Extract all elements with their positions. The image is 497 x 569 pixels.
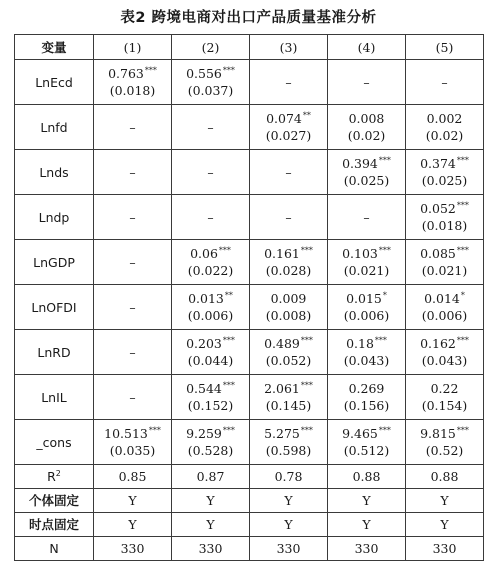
table-cell [250, 285, 328, 330]
table-cell: 330 [406, 537, 484, 561]
variable-name: Lnds [15, 150, 94, 195]
empty-dash: – [285, 74, 292, 90]
table-cell [172, 240, 250, 285]
table-cell [406, 240, 484, 285]
coefficient [172, 290, 249, 307]
significance-stars: *** [456, 336, 469, 345]
table-cell: 330 [250, 537, 328, 561]
coefficient-value: 0.18 [346, 336, 374, 351]
coefficient-value: 0.015 [346, 291, 382, 306]
table-cell: Y [406, 513, 484, 537]
empty-dash: – [363, 74, 370, 90]
table-cell [250, 420, 328, 465]
significance-stars: * [382, 291, 387, 300]
significance-stars: *** [144, 66, 157, 75]
coefficient-value: 0.06 [190, 246, 218, 261]
coefficient-value: 0.161 [264, 246, 300, 261]
coefficient [172, 65, 249, 82]
table-cell [328, 150, 406, 195]
coefficient-value: 0.009 [270, 291, 307, 306]
table-cell [406, 375, 484, 420]
empty-dash: – [285, 209, 292, 225]
variable-name: LnIL [15, 375, 94, 420]
significance-stars: *** [378, 156, 391, 165]
table-cell: Y [328, 513, 406, 537]
table-row [15, 150, 484, 195]
coefficient-value: 0.014 [424, 291, 460, 306]
coefficient [406, 290, 483, 307]
coefficient [172, 245, 249, 262]
table-row [15, 330, 484, 375]
coefficient-value: 0.489 [264, 336, 300, 351]
table-cell [406, 150, 484, 195]
table-cell: Y [94, 489, 172, 513]
column-header: (3) [250, 35, 328, 60]
table-cell [250, 240, 328, 285]
column-header: (4) [328, 35, 406, 60]
significance-stars: *** [456, 156, 469, 165]
statistic-name [15, 513, 94, 537]
coefficient-value: 0.269 [348, 381, 385, 396]
coefficient-value: 0.085 [420, 246, 456, 261]
coefficient-value: 0.203 [186, 336, 222, 351]
table-cell [250, 105, 328, 150]
statistic-name [15, 465, 94, 489]
standard-error: (0.025) [343, 173, 390, 188]
coefficient [328, 380, 405, 397]
table-cell [406, 420, 484, 465]
table-row [15, 537, 484, 561]
coefficient-value: 0.22 [430, 381, 459, 396]
standard-error: (0.037) [187, 83, 234, 98]
coefficient [94, 65, 171, 82]
coefficient [250, 425, 327, 442]
coefficient [250, 290, 327, 307]
table-cell [328, 105, 406, 150]
standard-error: (0.021) [421, 263, 468, 278]
table-cell [406, 195, 484, 240]
standard-error: (0.043) [343, 353, 390, 368]
significance-stars: ** [302, 111, 311, 120]
statistic-label: 个体固定 [28, 493, 79, 508]
coefficient [172, 425, 249, 442]
table-row [15, 195, 484, 240]
table-cell [328, 420, 406, 465]
significance-stars: *** [218, 246, 231, 255]
empty-dash: – [129, 389, 136, 405]
coefficient-value: 10.513 [104, 426, 148, 441]
table-cell [328, 240, 406, 285]
table-row [15, 60, 484, 105]
coefficient [406, 335, 483, 352]
table-cell [94, 330, 172, 375]
table-row [15, 465, 484, 489]
empty-dash: – [441, 74, 448, 90]
coefficient [328, 290, 405, 307]
standard-error: (0.018) [109, 83, 156, 98]
coefficient [406, 110, 483, 127]
table-cell [172, 285, 250, 330]
coefficient-value: 0.002 [426, 111, 463, 126]
standard-error: (0.598) [265, 443, 312, 458]
table-cell: Y [250, 513, 328, 537]
table-cell: 0.85 [94, 465, 172, 489]
coefficient [406, 155, 483, 172]
table-cell [328, 375, 406, 420]
standard-error: (0.043) [421, 353, 468, 368]
coefficient [172, 335, 249, 352]
standard-error: (0.021) [343, 263, 390, 278]
table-cell [406, 330, 484, 375]
empty-dash: – [363, 209, 370, 225]
significance-stars: *** [300, 426, 313, 435]
standard-error: (0.006) [421, 308, 468, 323]
table-cell [94, 105, 172, 150]
table-cell [94, 285, 172, 330]
empty-dash: – [129, 344, 136, 360]
coefficient [406, 245, 483, 262]
table-cell [172, 150, 250, 195]
table-cell: 0.88 [406, 465, 484, 489]
table-cell: Y [250, 489, 328, 513]
empty-dash: – [129, 254, 136, 270]
variable-name: LnEcd [15, 60, 94, 105]
significance-stars: *** [222, 66, 235, 75]
coefficient-value: 0.103 [342, 246, 378, 261]
coefficient [250, 380, 327, 397]
standard-error: (0.528) [187, 443, 234, 458]
coefficient-value: 0.544 [186, 381, 222, 396]
table-cell [250, 330, 328, 375]
column-header: (2) [172, 35, 250, 60]
coefficient [94, 425, 171, 442]
table-title: 表2 跨境电商对出口产品质量基准分析 [120, 10, 377, 26]
standard-error: (0.006) [187, 308, 234, 323]
regression-table [14, 34, 484, 561]
standard-error: (0.022) [187, 263, 234, 278]
significance-stars: *** [222, 336, 235, 345]
standard-error: (0.152) [187, 398, 234, 413]
table-cell: Y [172, 489, 250, 513]
statistic-label: R [47, 469, 56, 484]
table-cell: Y [406, 489, 484, 513]
statistic-label: 时点固定 [28, 517, 79, 532]
coefficient [406, 200, 483, 217]
table-cell [94, 240, 172, 285]
coefficient-value: 0.162 [420, 336, 456, 351]
table-cell [250, 195, 328, 240]
coefficient-value: 0.052 [420, 201, 456, 216]
significance-stars: *** [300, 336, 313, 345]
significance-stars: *** [300, 381, 313, 390]
coefficient [172, 380, 249, 397]
significance-stars: *** [374, 336, 387, 345]
significance-stars: *** [456, 426, 469, 435]
table-cell [328, 195, 406, 240]
significance-stars: *** [456, 246, 469, 255]
significance-stars: *** [378, 246, 391, 255]
standard-error: (0.02) [425, 128, 464, 143]
coefficient-value: 5.275 [264, 426, 300, 441]
coefficient-value: 0.556 [186, 66, 222, 81]
table-cell [94, 375, 172, 420]
table-row [15, 240, 484, 285]
significance-stars: *** [148, 426, 161, 435]
table-cell [328, 60, 406, 105]
standard-error: (0.512) [343, 443, 390, 458]
coefficient-value: 0.008 [348, 111, 385, 126]
table-cell: Y [94, 513, 172, 537]
table-cell [172, 420, 250, 465]
standard-error: (0.008) [265, 308, 312, 323]
standard-error: (0.028) [265, 263, 312, 278]
empty-dash: – [207, 209, 214, 225]
significance-stars: * [460, 291, 465, 300]
table-row [15, 420, 484, 465]
table-cell [406, 60, 484, 105]
significance-stars: ** [224, 291, 233, 300]
standard-error: (0.145) [265, 398, 312, 413]
coefficient [328, 425, 405, 442]
significance-stars: *** [378, 426, 391, 435]
standard-error: (0.02) [347, 128, 386, 143]
column-header: (5) [406, 35, 484, 60]
significance-stars: *** [456, 201, 469, 210]
regression-table-body [15, 35, 484, 561]
table-cell [94, 195, 172, 240]
table-cell: 330 [328, 537, 406, 561]
coefficient-value: 0.013 [188, 291, 224, 306]
standard-error: (0.006) [343, 308, 390, 323]
table-cell [250, 60, 328, 105]
coefficient-value: 2.061 [264, 381, 300, 396]
significance-stars: *** [222, 426, 235, 435]
coefficient [406, 425, 483, 442]
variable-name: Lnfd [15, 105, 94, 150]
coefficient-value: 0.074 [266, 111, 302, 126]
statistic-label: N [49, 541, 59, 556]
coefficient-value: 0.394 [342, 156, 378, 171]
standard-error: (0.027) [265, 128, 312, 143]
table-cell [172, 330, 250, 375]
variable-name: LnOFDI [15, 285, 94, 330]
variable-name: LnRD [15, 330, 94, 375]
table-cell [250, 150, 328, 195]
empty-dash: – [129, 119, 136, 135]
coefficient-value: 9.259 [186, 426, 222, 441]
standard-error: (0.035) [109, 443, 156, 458]
table-cell [94, 420, 172, 465]
table-cell: Y [172, 513, 250, 537]
table-cell [172, 375, 250, 420]
variable-name: _cons [15, 420, 94, 465]
coefficient-value: 0.374 [420, 156, 456, 171]
table-cell [94, 60, 172, 105]
coefficient-value: 9.465 [342, 426, 378, 441]
coefficient [250, 335, 327, 352]
empty-dash: – [129, 164, 136, 180]
significance-stars: *** [222, 381, 235, 390]
standard-error: (0.025) [421, 173, 468, 188]
coefficient [328, 335, 405, 352]
standard-error: (0.52) [425, 443, 464, 458]
header-row [15, 35, 484, 60]
coefficient [328, 110, 405, 127]
table-cell [94, 150, 172, 195]
table-cell: 330 [94, 537, 172, 561]
table-cell [406, 285, 484, 330]
empty-dash: – [129, 209, 136, 225]
column-header: (1) [94, 35, 172, 60]
standard-error: (0.052) [265, 353, 312, 368]
empty-dash: – [285, 164, 292, 180]
variable-name: Lndp [15, 195, 94, 240]
superscript: 2 [55, 469, 61, 478]
table-cell [250, 375, 328, 420]
coefficient [328, 245, 405, 262]
table-cell [172, 195, 250, 240]
empty-dash: – [129, 299, 136, 315]
empty-dash: – [207, 164, 214, 180]
table-cell: 330 [172, 537, 250, 561]
coefficient-value: 0.763 [108, 66, 144, 81]
table-cell: 0.88 [328, 465, 406, 489]
statistic-name [15, 489, 94, 513]
standard-error: (0.044) [187, 353, 234, 368]
coefficient [250, 245, 327, 262]
table-row [15, 375, 484, 420]
empty-dash: – [207, 119, 214, 135]
standard-error: (0.018) [421, 218, 468, 233]
table-cell: 0.87 [172, 465, 250, 489]
standard-error: (0.154) [421, 398, 468, 413]
table-cell [406, 105, 484, 150]
table-row [15, 105, 484, 150]
variable-name: LnGDP [15, 240, 94, 285]
table-cell [172, 105, 250, 150]
coefficient-value: 9.815 [420, 426, 456, 441]
coefficient [250, 110, 327, 127]
table-cell [328, 285, 406, 330]
variable-header: 变量 [15, 35, 94, 60]
table-row [15, 285, 484, 330]
table-cell: Y [328, 489, 406, 513]
table-row [15, 489, 484, 513]
coefficient [328, 155, 405, 172]
standard-error: (0.156) [343, 398, 390, 413]
statistic-name [15, 537, 94, 561]
table-row [15, 513, 484, 537]
table-cell: 0.78 [250, 465, 328, 489]
coefficient [406, 380, 483, 397]
table-cell [172, 60, 250, 105]
table-cell [328, 330, 406, 375]
significance-stars: *** [300, 246, 313, 255]
